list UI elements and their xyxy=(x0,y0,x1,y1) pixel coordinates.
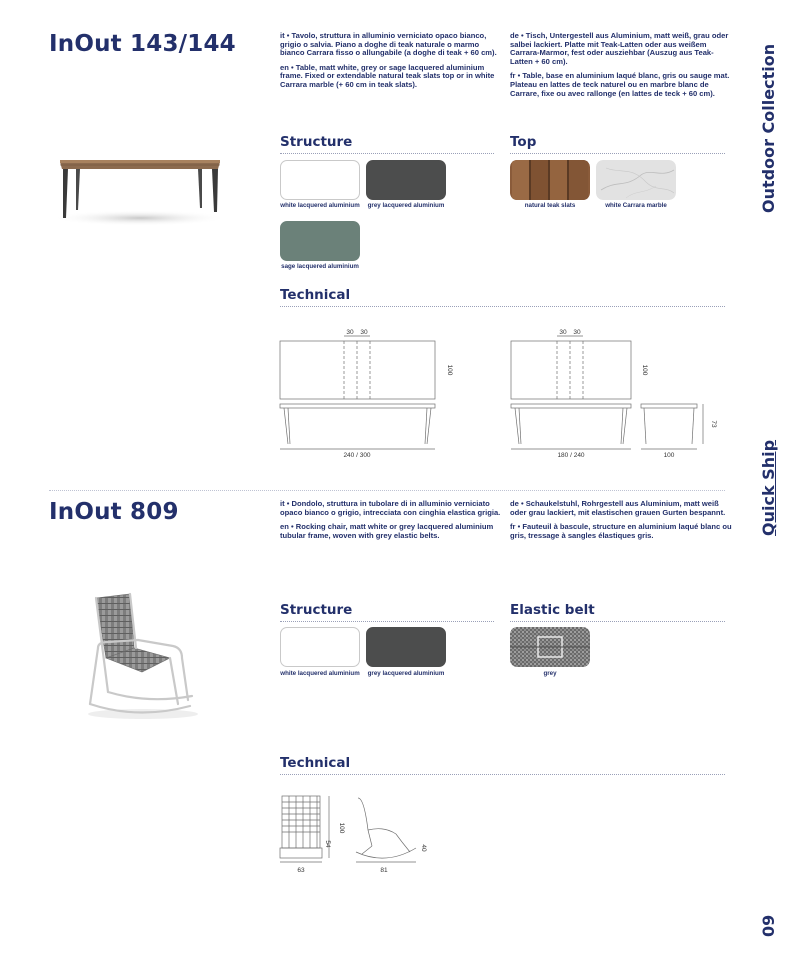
top-rule xyxy=(510,153,725,154)
swatch-grey-belt[interactable] xyxy=(510,627,590,667)
dim-depth: 100 xyxy=(446,364,453,376)
description-de: de • Tisch, Untergestell aus Aluminium, matt weiß, grau oder salbei lackiert. Platte mit Teak-Latten oder aus weißem Carrara-Marmor, fest oder ausziehbar (Auszug aus Teak-Latten + 60 cm). xyxy=(510,31,729,66)
quick-ship-label: Quick Ship xyxy=(759,439,778,536)
description-left xyxy=(280,500,502,546)
technical-heading: Technical xyxy=(280,287,351,303)
page-number: 09 xyxy=(759,914,778,937)
chair-technical-drawing xyxy=(276,790,436,880)
dim-ext-b: 30 xyxy=(360,329,368,336)
section-divider xyxy=(49,490,725,491)
swatch-label: white Carrara marble xyxy=(605,202,667,209)
structure-heading: Structure xyxy=(280,134,353,150)
technical-rule xyxy=(280,306,725,307)
dim-ext-a: 30 xyxy=(346,329,354,336)
table-product-image xyxy=(50,152,230,232)
swatch-label: grey lacquered aluminium xyxy=(367,670,445,677)
structure-heading: Structure xyxy=(280,602,353,618)
swatch-white-aluminium[interactable] xyxy=(280,627,360,667)
elastic-belt-rule xyxy=(510,621,725,622)
top-heading: Top xyxy=(510,134,537,150)
dim-arm-height: 40 xyxy=(420,844,427,852)
product-title: InOut 143/144 xyxy=(49,31,236,57)
swatch-sage-aluminium[interactable] xyxy=(280,221,360,261)
dim-ext-a: 30 xyxy=(559,329,567,336)
description-fr: fr • Fauteuil à bascule, structure en aluminium laqué blanc ou gris, tressage à sangles élastiques gris. xyxy=(510,522,732,540)
table-technical-drawing-large xyxy=(274,322,464,462)
swatch-grey-aluminium[interactable] xyxy=(366,627,446,667)
swatch-label: sage lacquered aluminium xyxy=(281,263,359,270)
dim-height: 100 xyxy=(338,822,345,834)
swatch-label: grey lacquered aluminium xyxy=(367,202,445,209)
technical-rule xyxy=(280,774,725,775)
description-it: it • Tavolo, struttura in alluminio verniciato opaco bianco, grigio o salvia. Piano a doghe di teak naturale o marmo bianco Carrara fisso o allungabile (a doghe di teak + 60 cm). xyxy=(280,31,497,58)
description-en: en • Rocking chair, matt white or grey lacquered aluminium tubular frame, woven with grey elastic belts. xyxy=(280,522,494,540)
swatch-label: white lacquered aluminium xyxy=(280,670,360,677)
structure-rule xyxy=(280,621,494,622)
structure-rule xyxy=(280,153,494,154)
dim-ext-b: 30 xyxy=(573,329,581,336)
dim-width: 63 xyxy=(297,867,305,874)
description-left xyxy=(280,32,502,96)
collection-label: Outdoor Collection xyxy=(759,43,778,213)
swatch-teak-slats[interactable] xyxy=(510,160,590,200)
description-it: it • Dondolo, struttura in tubolare di in alluminio verniciato opaco bianco o grigio, intrecciata con cinghia elastica grigia. xyxy=(280,499,501,517)
dim-seat-height: 54 xyxy=(324,840,331,848)
rocking-chair-product-image xyxy=(78,588,208,728)
swatch-label: natural teak slats xyxy=(524,202,576,209)
swatch-label: white lacquered aluminium xyxy=(280,202,360,209)
dim-width-small: 180 / 240 xyxy=(557,452,585,459)
dim-width-large: 240 / 300 xyxy=(343,452,371,459)
swatch-carrara-marble[interactable] xyxy=(596,160,676,200)
table-technical-drawing-small xyxy=(505,322,725,462)
description-right xyxy=(510,32,732,104)
swatch-label: grey xyxy=(543,670,557,677)
description-en: en • Table, matt white, grey or sage lacquered aluminium frame. Fixed or extendable natural teak slats top or in white Carrara marble (+ 60 cm in teak slats). xyxy=(280,62,495,89)
dim-height: 73 xyxy=(710,420,717,428)
dim-depth: 100 xyxy=(641,364,648,376)
dim-side-depth: 100 xyxy=(663,452,675,459)
description-right xyxy=(510,500,732,546)
description-de: de • Schaukelstuhl, Rohrgestell aus Aluminium, matt weiß oder grau lackiert, mit elastischen grauen Gurten bespannt. xyxy=(510,499,726,517)
description-fr: fr • Table, base en aluminium laqué blanc, gris ou sauge mat. Plateau en lattes de teck naturel ou en marbre blanc de Carrare, fixe ou avec rallonge (en lattes de teck + 60 cm). xyxy=(510,71,730,98)
product-title: InOut 809 xyxy=(49,499,179,525)
swatch-white-aluminium[interactable] xyxy=(280,160,360,200)
dim-depth: 81 xyxy=(380,867,388,874)
swatch-grey-aluminium[interactable] xyxy=(366,160,446,200)
elastic-belt-heading: Elastic belt xyxy=(510,602,595,618)
technical-heading: Technical xyxy=(280,755,351,771)
